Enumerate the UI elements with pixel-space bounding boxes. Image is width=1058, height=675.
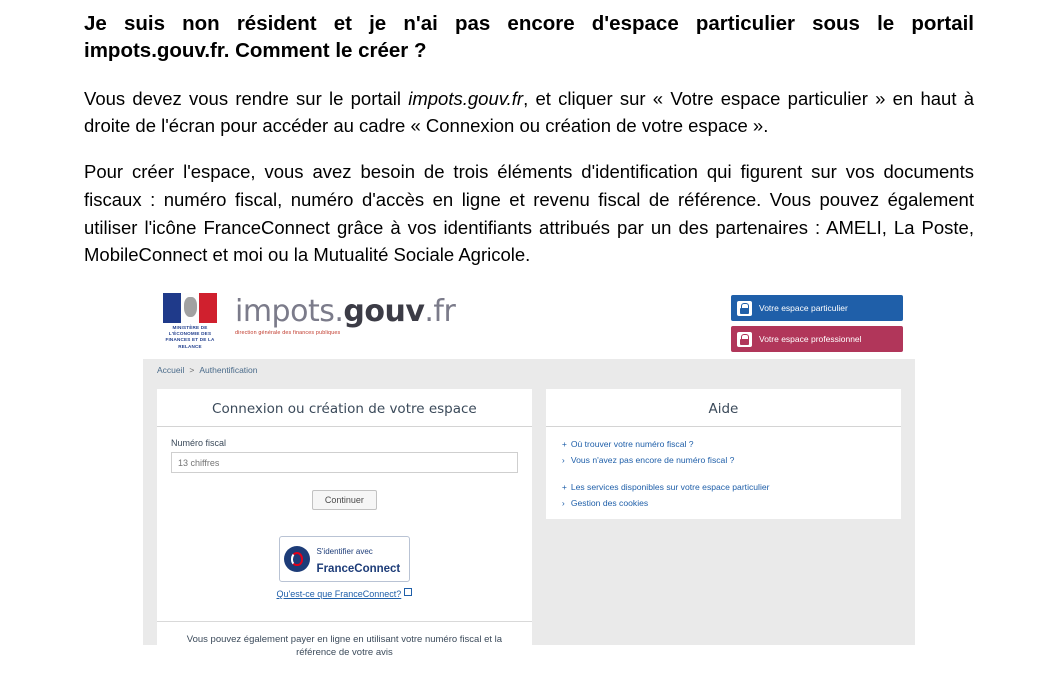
paragraph-1-part-b: , et cliquer sur « Votre espace particulier » en haut à droite de l'écran pour accéder au cadre « Connexion ou création de votre espace ». bbox=[84, 87, 974, 137]
personal-space-button[interactable] bbox=[731, 295, 903, 321]
franceconnect-line-2: FranceConnect bbox=[316, 562, 401, 575]
site-header bbox=[143, 287, 915, 359]
paragraph-1 bbox=[84, 85, 974, 141]
continue-row bbox=[171, 490, 518, 510]
portal-name-emphasis: impots.gouv.fr bbox=[408, 87, 524, 109]
expand-plus-icon: + bbox=[561, 439, 567, 449]
fiscal-number-input[interactable] bbox=[171, 452, 518, 473]
brand-strong: gouv bbox=[343, 294, 425, 329]
french-flag-icon bbox=[163, 293, 217, 323]
help-link-label: Gestion des cookies bbox=[570, 497, 649, 508]
franceconnect-help-label: Qu'est-ce que FranceConnect? bbox=[276, 588, 402, 599]
brand-wordmark bbox=[235, 294, 456, 329]
header-buttons bbox=[731, 295, 903, 357]
professional-space-label: Votre espace professionnel bbox=[759, 334, 862, 344]
site-body bbox=[143, 381, 915, 658]
help-link-item[interactable] bbox=[562, 496, 887, 512]
chevron-right-icon: › bbox=[561, 497, 565, 508]
personal-space-label: Votre espace particulier bbox=[759, 303, 848, 313]
breadcrumb-home[interactable]: Accueil bbox=[157, 365, 185, 375]
help-link-label: Les services disponibles sur votre espace particulier bbox=[570, 481, 770, 492]
login-panel-title: Connexion ou création de votre espace bbox=[157, 389, 532, 427]
franceconnect-text bbox=[317, 541, 401, 577]
site-brand bbox=[235, 294, 456, 336]
embedded-screenshot bbox=[143, 287, 915, 658]
continue-button[interactable]: Continuer bbox=[312, 490, 377, 510]
ministry-label: MINISTÈRE DE L'ÉCONOMIE DES FINANCES ET DE LA RELANCE bbox=[165, 325, 215, 349]
help-links-list bbox=[546, 427, 901, 512]
franceconnect-button[interactable] bbox=[279, 536, 411, 582]
franceconnect-row bbox=[171, 536, 518, 599]
fiscal-number-label: Numéro fiscal bbox=[171, 438, 227, 448]
page-title bbox=[84, 10, 974, 65]
external-link-icon bbox=[404, 588, 412, 596]
lock-icon bbox=[737, 301, 752, 316]
help-panel-title: Aide bbox=[546, 389, 901, 427]
brand-suffix: .fr bbox=[424, 294, 456, 329]
expand-plus-icon: + bbox=[561, 481, 567, 492]
franceconnect-icon bbox=[284, 546, 310, 572]
login-panel bbox=[157, 389, 532, 658]
breadcrumb-current: Authentification bbox=[199, 365, 258, 375]
page-title-line-2: impots.gouv.fr. Comment le créer ? bbox=[84, 39, 427, 63]
help-panel bbox=[546, 389, 901, 519]
breadcrumb bbox=[143, 359, 915, 381]
pay-online-note: Vous pouvez également payer en ligne en utilisant votre numéro fiscal et la référence de votre avis bbox=[157, 621, 532, 672]
help-link-item[interactable] bbox=[562, 453, 887, 469]
page-title-line-1: Je suis non résident et je n'ai pas encore d'espace particulier sous le portail bbox=[84, 12, 974, 35]
paragraph-2: Pour créer l'espace, vous avez besoin de trois éléments d'identification qui figurent sur vos documents fiscaux : numéro fiscal, numéro d'accès en ligne et revenu fiscal de référence. Vous pouvez également utiliser l'icône FranceConnect grâce à vos identifiants attribués par un des partenaires : AMELI, La Poste, MobileConnect et moi ou la Mutualité Sociale Agricole. bbox=[84, 161, 974, 266]
professional-space-button[interactable] bbox=[731, 326, 903, 352]
help-link-item[interactable] bbox=[562, 480, 887, 496]
brand-prefix: impots. bbox=[235, 294, 344, 329]
help-link-label: Où trouver votre numéro fiscal ? bbox=[570, 439, 694, 449]
franceconnect-line-1: S'identifier avec bbox=[316, 547, 373, 556]
chevron-right-icon: › bbox=[561, 454, 565, 465]
help-link-item[interactable] bbox=[562, 437, 887, 453]
brand-subtitle: direction générale des finances publiques bbox=[235, 330, 341, 336]
marianne-logo bbox=[157, 293, 223, 350]
paragraph-1-part-a: Vous devez vous rendre sur le portail bbox=[84, 87, 409, 109]
lock-icon bbox=[737, 332, 752, 347]
login-panel-inner bbox=[157, 427, 532, 599]
breadcrumb-separator: > bbox=[189, 365, 195, 375]
help-link-label: Vous n'avez pas encore de numéro fiscal ? bbox=[570, 454, 735, 465]
franceconnect-help-link[interactable] bbox=[171, 588, 518, 599]
